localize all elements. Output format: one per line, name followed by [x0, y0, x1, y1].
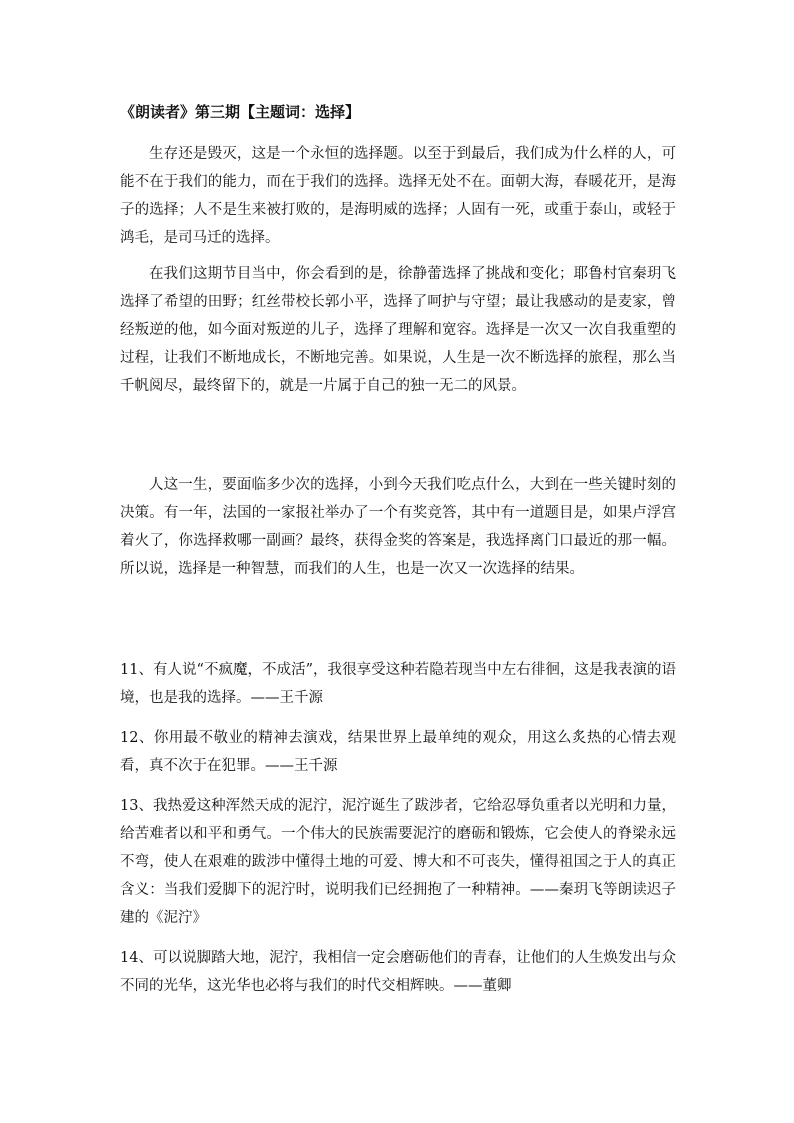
paragraph-2: 在我们这期节目当中，你会看到的是，徐静蕾选择了挑战和变化；耶鲁村官秦玥飞选择了希望的田野；红丝带校长郭小平，选择了呵护与守望；最让我感动的是麦家，曾经叛逆的他，如今面对叛逆的儿子，选择了理解和宽容。选择是一次又一次自我重塑的过程，让我们不断地成长，不断地完善。如果说，人生是一次不断选择的旅程，那么当千帆阅尽，最终留下的，就是一片属于自己的独一无二的风景。 — [120, 266, 676, 394]
quote-11: 11、有人说“不疯魔，不成活”，我很享受这种若隐若现当中左右徘徊，这是我表演的语境，也是我的选择。——王千源 — [120, 662, 676, 706]
paragraph-3: 人这一生，要面临多少次的选择，小到今天我们吃点什么，大到在一些关键时刻的决策。有一年，法国的一家报社举办了一个有奖竞答，其中有一道题目是，如果卢浮宫着火了，你选择救哪一副画？最终，获得金奖的答案是，我选择离门口最近的那一幅。所以说，选择是一种智慧，而我们的人生，也是一次又一次选择的结果。 — [120, 477, 676, 577]
document-title: 《朗读者》第三期【主题词：选择】 — [120, 103, 361, 121]
quote-13: 13、我热爱这种浑然天成的泥泞，泥泞诞生了跋涉者，它给忍辱负重者以光明和力量，给苦难者以和平和勇气。一个伟大的民族需要泥泞的磨砺和锻炼，它会使人的脊梁永远不弯，使人在艰难的跋涉中懂得土地的可爱、博大和不可丧失，懂得祖国之于人的真正含义：当我们爱脚下的泥泞时，说明我们已经拥抱了一种精神。——秦玥飞等朗读迟子建的《泥泞》 — [120, 798, 676, 926]
quote-14: 14、可以说脚踏大地，泥泞，我相信一定会磨砺他们的青春，让他们的人生焕发出与众不同的光华，这光华也必将与我们的时代交相辉映。——董卿 — [120, 950, 676, 994]
paragraph-1: 生存还是毁灭，这是一个永恒的选择题。以至于到最后，我们成为什么样的人，可能不在于我们的能力，而在于我们的选择。选择无处不在。面朝大海，春暖花开，是海子的选择；人不是生来被打败的，是海明威的选择；人固有一死，或重于泰山，或轻于鸿毛，是司马迁的选择。 — [120, 146, 676, 246]
quote-12: 12、你用最不敬业的精神去演戏，结果世界上最单纯的观众，用这么炙热的心情去观看，真不次于在犯罪。——王千源 — [120, 730, 676, 774]
